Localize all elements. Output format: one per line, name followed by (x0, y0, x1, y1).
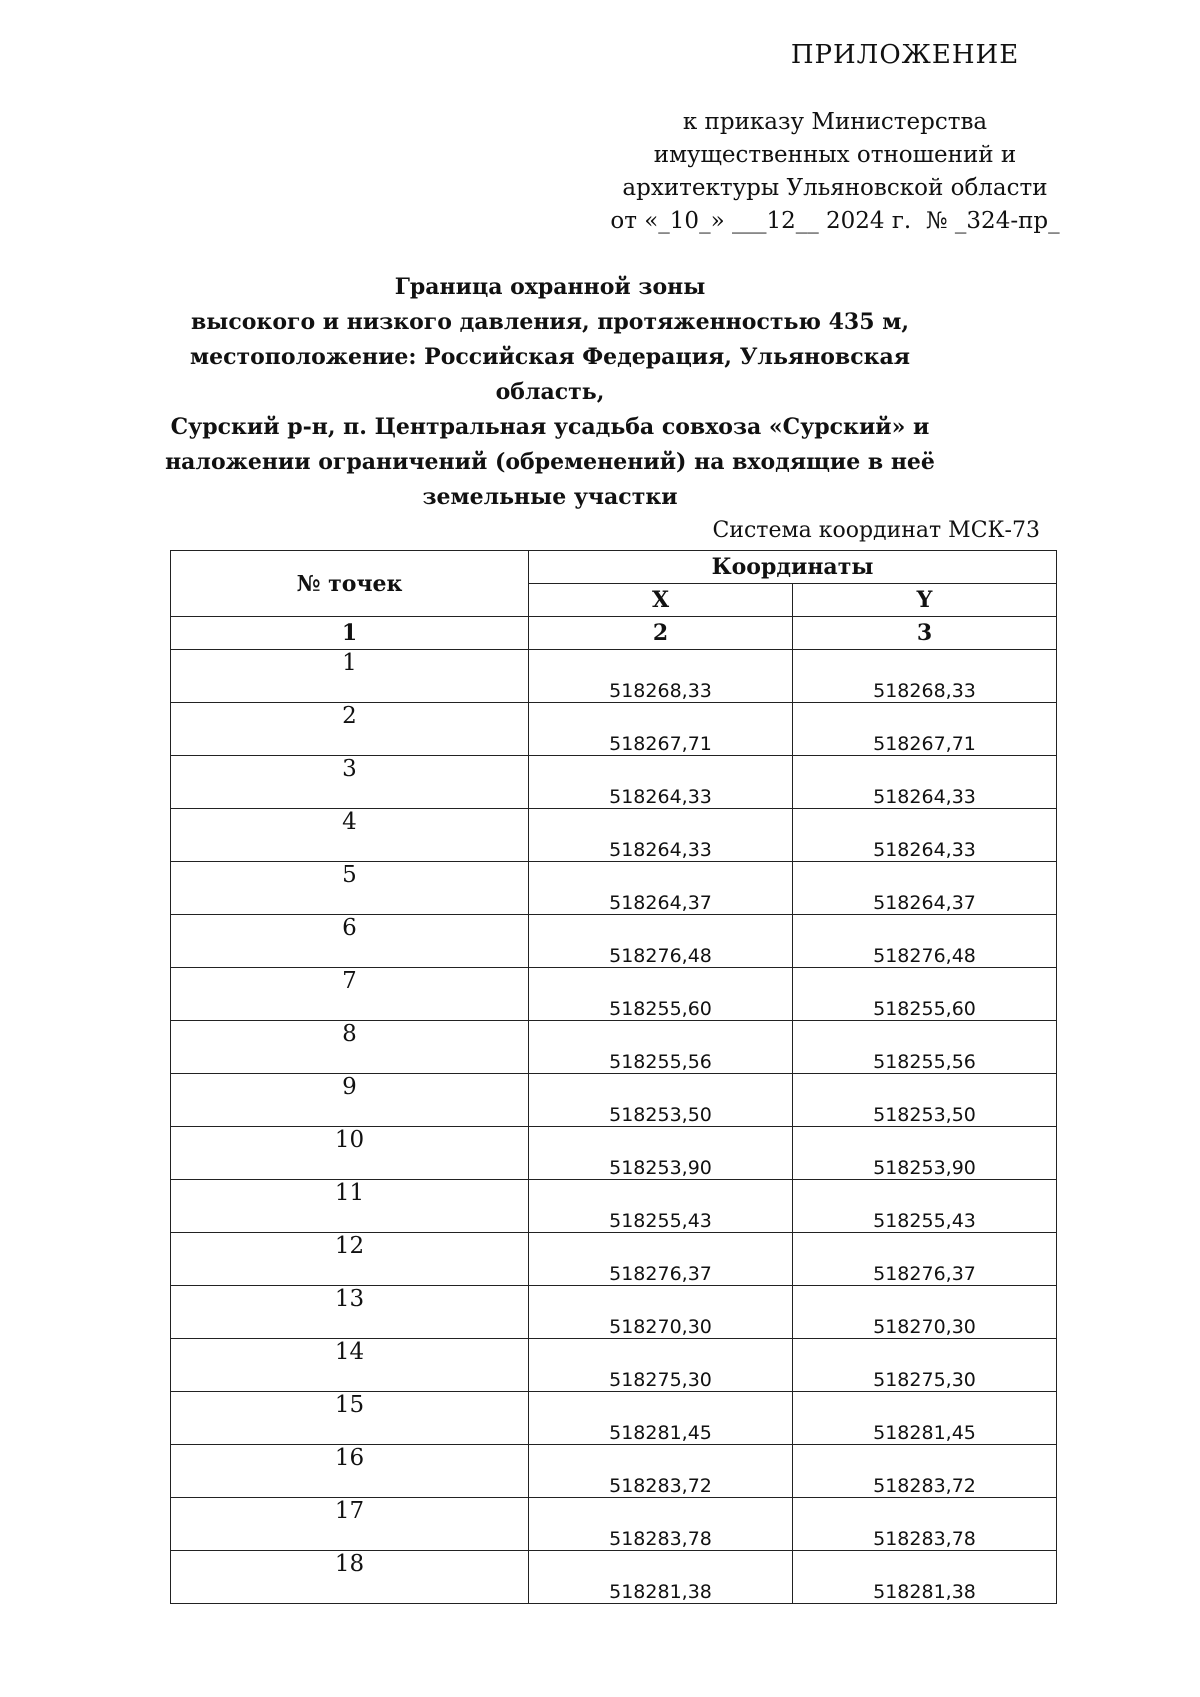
x-coordinate-cell: 518268,33 (529, 650, 793, 703)
x-coordinate-cell: 518253,90 (529, 1127, 793, 1180)
document-title (160, 270, 940, 515)
x-coordinate-cell: 518255,56 (529, 1021, 793, 1074)
y-coordinate-cell: 518283,72 (793, 1445, 1057, 1498)
point-number-cell: 4 (171, 809, 529, 862)
table-row (171, 915, 1057, 968)
y-coordinate-cell: 518275,30 (793, 1339, 1057, 1392)
x-coordinate-cell: 518276,37 (529, 1233, 793, 1286)
y-coordinate-cell: 518283,78 (793, 1498, 1057, 1551)
x-coordinate-cell: 518281,45 (529, 1392, 793, 1445)
order-line: имущественных отношений и (653, 142, 1017, 168)
title-line: высокого и низкого давления, протяженностью 435 м, (191, 309, 909, 335)
y-coordinate-cell: 518255,56 (793, 1021, 1057, 1074)
appendix-heading: ПРИЛОЖЕНИЕ (790, 40, 1020, 70)
y-coordinate-cell: 518264,33 (793, 809, 1057, 862)
x-coordinate-cell: 518270,30 (529, 1286, 793, 1339)
point-number-cell: 15 (171, 1392, 529, 1445)
header-x: X (529, 584, 793, 617)
point-number-cell: 14 (171, 1339, 529, 1392)
x-coordinate-cell: 518253,50 (529, 1074, 793, 1127)
coordinates-table (170, 550, 1057, 1604)
title-line: Сурский р-н, п. Центральная усадьба совхоза «Сурский» и (170, 414, 930, 440)
table-row (171, 809, 1057, 862)
title-line: земельные участки (422, 484, 678, 510)
point-number-cell: 7 (171, 968, 529, 1021)
order-line: к приказу Министерства (682, 109, 988, 135)
order-reference (580, 106, 1090, 238)
title-line: Граница охранной зоны (394, 274, 706, 300)
header-coordinates: Координаты (529, 551, 1057, 584)
order-date-number: от «_10_» ___12__ 2024 г. № _324-пр_ (610, 208, 1060, 234)
x-coordinate-cell: 518283,78 (529, 1498, 793, 1551)
y-coordinate-cell: 518253,50 (793, 1074, 1057, 1127)
point-number-cell: 16 (171, 1445, 529, 1498)
y-coordinate-cell: 518255,60 (793, 968, 1057, 1021)
x-coordinate-cell: 518264,33 (529, 809, 793, 862)
point-number-cell: 1 (171, 650, 529, 703)
coordinate-system-label: Система координат МСК-73 (712, 518, 1040, 543)
y-coordinate-cell: 518264,33 (793, 756, 1057, 809)
y-coordinate-cell: 518270,30 (793, 1286, 1057, 1339)
point-number-cell: 8 (171, 1021, 529, 1074)
column-number-3: 3 (793, 617, 1057, 650)
table-row (171, 1498, 1057, 1551)
table-row (171, 703, 1057, 756)
table-row (171, 1180, 1057, 1233)
header-y: Y (793, 584, 1057, 617)
header-point-number: № точек (171, 551, 529, 617)
x-coordinate-cell: 518255,60 (529, 968, 793, 1021)
x-coordinate-cell: 518283,72 (529, 1445, 793, 1498)
y-coordinate-cell: 518276,48 (793, 915, 1057, 968)
table-row (171, 1339, 1057, 1392)
x-coordinate-cell: 518275,30 (529, 1339, 793, 1392)
order-line: архитектуры Ульяновской области (622, 175, 1048, 201)
point-number-cell: 13 (171, 1286, 529, 1339)
y-coordinate-cell: 518276,37 (793, 1233, 1057, 1286)
y-coordinate-cell: 518281,38 (793, 1551, 1057, 1604)
point-number-cell: 11 (171, 1180, 529, 1233)
x-coordinate-cell: 518255,43 (529, 1180, 793, 1233)
y-coordinate-cell: 518255,43 (793, 1180, 1057, 1233)
point-number-cell: 17 (171, 1498, 529, 1551)
point-number-cell: 12 (171, 1233, 529, 1286)
y-coordinate-cell: 518281,45 (793, 1392, 1057, 1445)
column-number-1: 1 (171, 617, 529, 650)
x-coordinate-cell: 518264,37 (529, 862, 793, 915)
table-row (171, 1233, 1057, 1286)
title-line: местоположение: Российская Федерация, Ульяновская область, (190, 344, 910, 405)
table-row (171, 1551, 1057, 1604)
column-number-2: 2 (529, 617, 793, 650)
x-coordinate-cell: 518267,71 (529, 703, 793, 756)
point-number-cell: 2 (171, 703, 529, 756)
x-coordinate-cell: 518276,48 (529, 915, 793, 968)
table-row (171, 1127, 1057, 1180)
coordinates-table-body (171, 650, 1057, 1604)
point-number-cell: 3 (171, 756, 529, 809)
y-coordinate-cell: 518253,90 (793, 1127, 1057, 1180)
table-row (171, 1445, 1057, 1498)
table-row (171, 756, 1057, 809)
table-row (171, 862, 1057, 915)
x-coordinate-cell: 518281,38 (529, 1551, 793, 1604)
table-row (171, 1286, 1057, 1339)
table-row (171, 968, 1057, 1021)
point-number-cell: 6 (171, 915, 529, 968)
table-row (171, 1074, 1057, 1127)
point-number-cell: 18 (171, 1551, 529, 1604)
table-row (171, 650, 1057, 703)
y-coordinate-cell: 518268,33 (793, 650, 1057, 703)
x-coordinate-cell: 518264,33 (529, 756, 793, 809)
title-line: наложении ограничений (обременений) на входящие в неё (165, 449, 935, 475)
table-row (171, 1021, 1057, 1074)
y-coordinate-cell: 518267,71 (793, 703, 1057, 756)
y-coordinate-cell: 518264,37 (793, 862, 1057, 915)
point-number-cell: 5 (171, 862, 529, 915)
point-number-cell: 9 (171, 1074, 529, 1127)
table-row (171, 1392, 1057, 1445)
point-number-cell: 10 (171, 1127, 529, 1180)
